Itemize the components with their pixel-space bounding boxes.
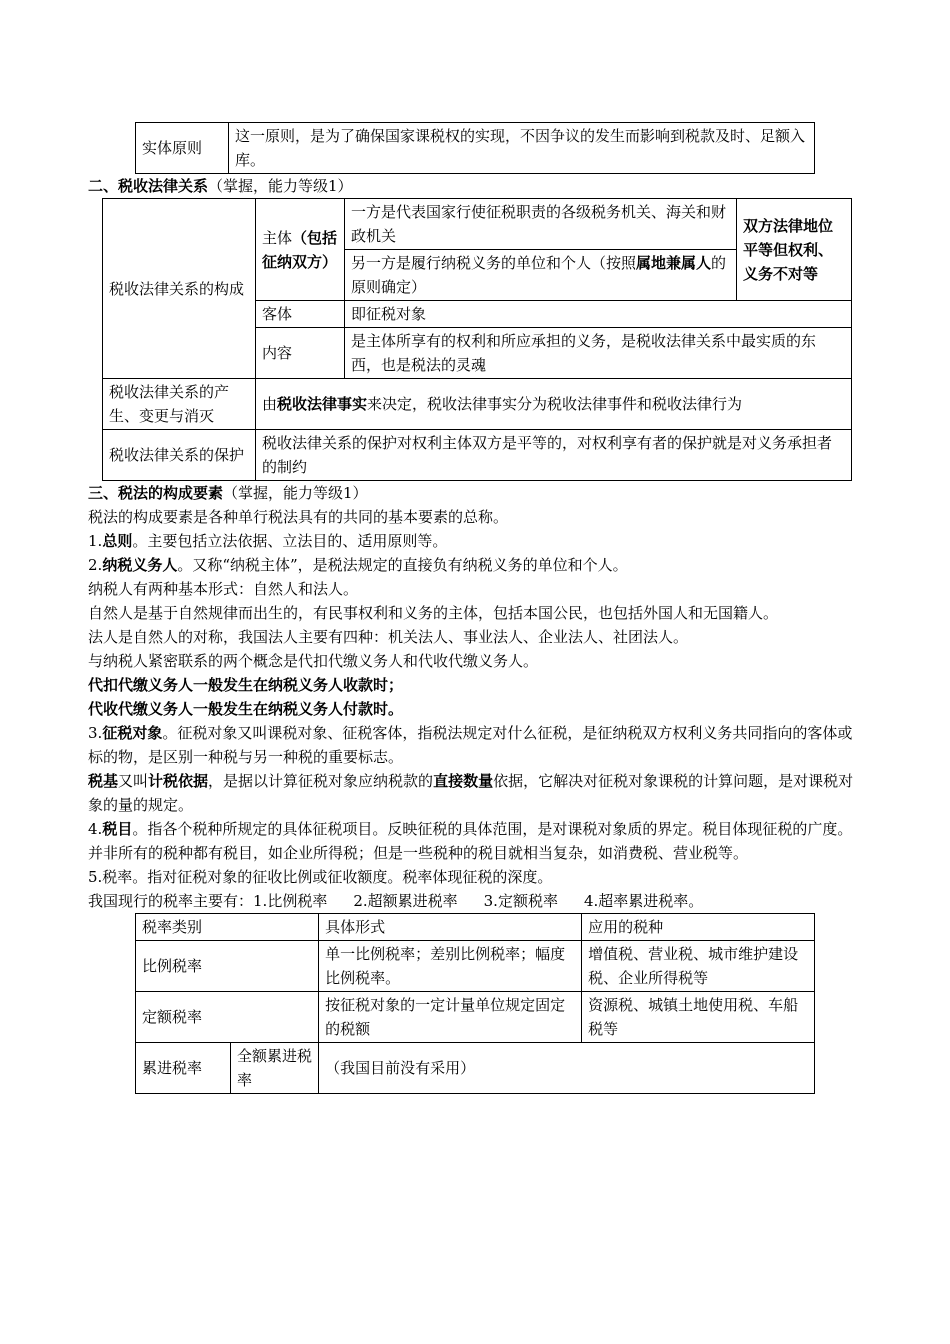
item-4: 4.税目。指各个税种所规定的具体征税项目。反映征税的具体范围，是对课税对象质的界定。税目体现征税的广度。并非所有的税种都有税目，如企业所得税；但是一些税种的税目就相当复杂，如消费税、营业税等。: [88, 820, 853, 862]
taxpayer-forms: 纳税人有两种基本形式：自然人和法人。: [88, 580, 359, 598]
protect-value: 税收法律关系的保护对权利主体双方是平等的，对权利享有者的保护就是对义务承担者的制约: [256, 430, 852, 481]
item-1: 1.总则。主要包括立法依据、立法目的、适用原则等。: [88, 532, 448, 550]
table-row: [136, 123, 815, 174]
rate-category: 定额税率: [136, 992, 319, 1043]
tax-legal-relation-table: [102, 198, 852, 481]
progressive-label: 累进税率: [136, 1043, 231, 1094]
table-row: [103, 379, 852, 430]
change-value: 由税收法律事实来决定，税收法律事实分为税收法律事件和税收法律行为: [256, 379, 852, 430]
tax-base-paragraph: 税基又叫计税依据，是据以计算征税对象应纳税款的直接数量依据，它解决对征税对象课税的计算问题，是对课税对象的量的规定。: [88, 772, 854, 814]
object-value: 即征税对象: [345, 301, 852, 328]
rates-list: 我国现行的税率主要有：1.比例税率 2.超额累进税率 3.定额税率 4.超率累进税率。: [88, 892, 704, 910]
progressive-note: （我国目前没有采用）: [319, 1043, 815, 1094]
rate-form: 按征税对象的一定计量单位规定固定的税额: [319, 992, 582, 1043]
section-2-heading: 二、税收法律关系（掌握，能力等级1）: [88, 177, 353, 195]
rate-category: 比例税率: [136, 941, 319, 992]
document-page: [88, 122, 863, 1094]
table-row: [136, 992, 815, 1043]
table-row: [103, 199, 852, 250]
related-concepts: 与纳税人紧密联系的两个概念是代扣代缴义务人和代收代缴义务人。: [88, 652, 539, 670]
rate-application: 增值税、营业税、城市维护建设税、企业所得税等: [582, 941, 815, 992]
table-row: [103, 430, 852, 481]
natural-person: 自然人是基于自然规律而出生的，有民事权利和义务的主体，包括本国公民，也包括外国人和无国籍人。: [88, 604, 779, 622]
collecting-agent: 代收代缴义务人一般发生在纳税义务人付款时。: [88, 700, 404, 718]
header-application: 应用的税种: [582, 914, 815, 941]
table-header-row: [136, 914, 815, 941]
content-value: 是主体所享有的权利和所应承担的义务，是税收法律关系中最实质的东西，也是税法的灵魂: [345, 328, 852, 379]
item-5: 5.税率。指对征税对象的征收比例或征收额度。税率体现征税的深度。: [88, 868, 553, 886]
table-row: [136, 1043, 815, 1094]
subject-label: 主体（包括征纳双方）: [256, 199, 345, 301]
subject-party-a: 一方是代表国家行使征税职责的各级税务机关、海关和财政机关: [345, 199, 737, 250]
header-category: 税率类别: [136, 914, 319, 941]
item-2: 2.纳税义务人。又称“纳税主体”，是税法规定的直接负有纳税义务的单位和个人。: [88, 556, 628, 574]
object-label: 客体: [256, 301, 345, 328]
withholding-agent: 代扣代缴义务人一般发生在纳税义务人收款时；: [88, 676, 404, 694]
table-row: [136, 941, 815, 992]
progressive-sub: 全额累进税率: [231, 1043, 319, 1094]
section-3-heading: 三、税法的构成要素（掌握，能力等级1）: [88, 484, 368, 502]
subject-party-b: 另一方是履行纳税义务的单位和个人（按照属地兼属人的原则确定）: [345, 250, 737, 301]
principle-table: [135, 122, 815, 174]
principle-label: 实体原则: [136, 123, 229, 174]
rate-form: 单一比例税率；差别比例税率；幅度比例税率。: [319, 941, 582, 992]
header-form: 具体形式: [319, 914, 582, 941]
legal-person: 法人是自然人的对称，我国法人主要有四种：机关法人、事业法人、企业法人、社团法人。: [88, 628, 689, 646]
principle-content: 这一原则，是为了确保国家课税权的实现，不因争议的发生而影响到税款及时、足额入库。: [229, 123, 815, 174]
rate-application: 资源税、城镇土地使用税、车船税等: [582, 992, 815, 1043]
tax-rate-table: [135, 913, 815, 1094]
intro-paragraph: 税法的构成要素是各种单行税法具有的共同的基本要素的总称。: [88, 508, 509, 526]
protect-label: 税收法律关系的保护: [103, 430, 256, 481]
equality-note: 双方法律地位平等但权利、义务不对等: [737, 199, 852, 301]
item-3: 3.征税对象。征税对象又叫课税对象、征税客体，指税法规定对什么征税，是征纳税双方权利义务共同指向的客体或标的物，是区别一种税与另一种税的重要标志。: [88, 724, 853, 766]
composition-label: 税收法律关系的构成: [103, 199, 256, 379]
content-label: 内容: [256, 328, 345, 379]
change-label: 税收法律关系的产生、变更与消灭: [103, 379, 256, 430]
